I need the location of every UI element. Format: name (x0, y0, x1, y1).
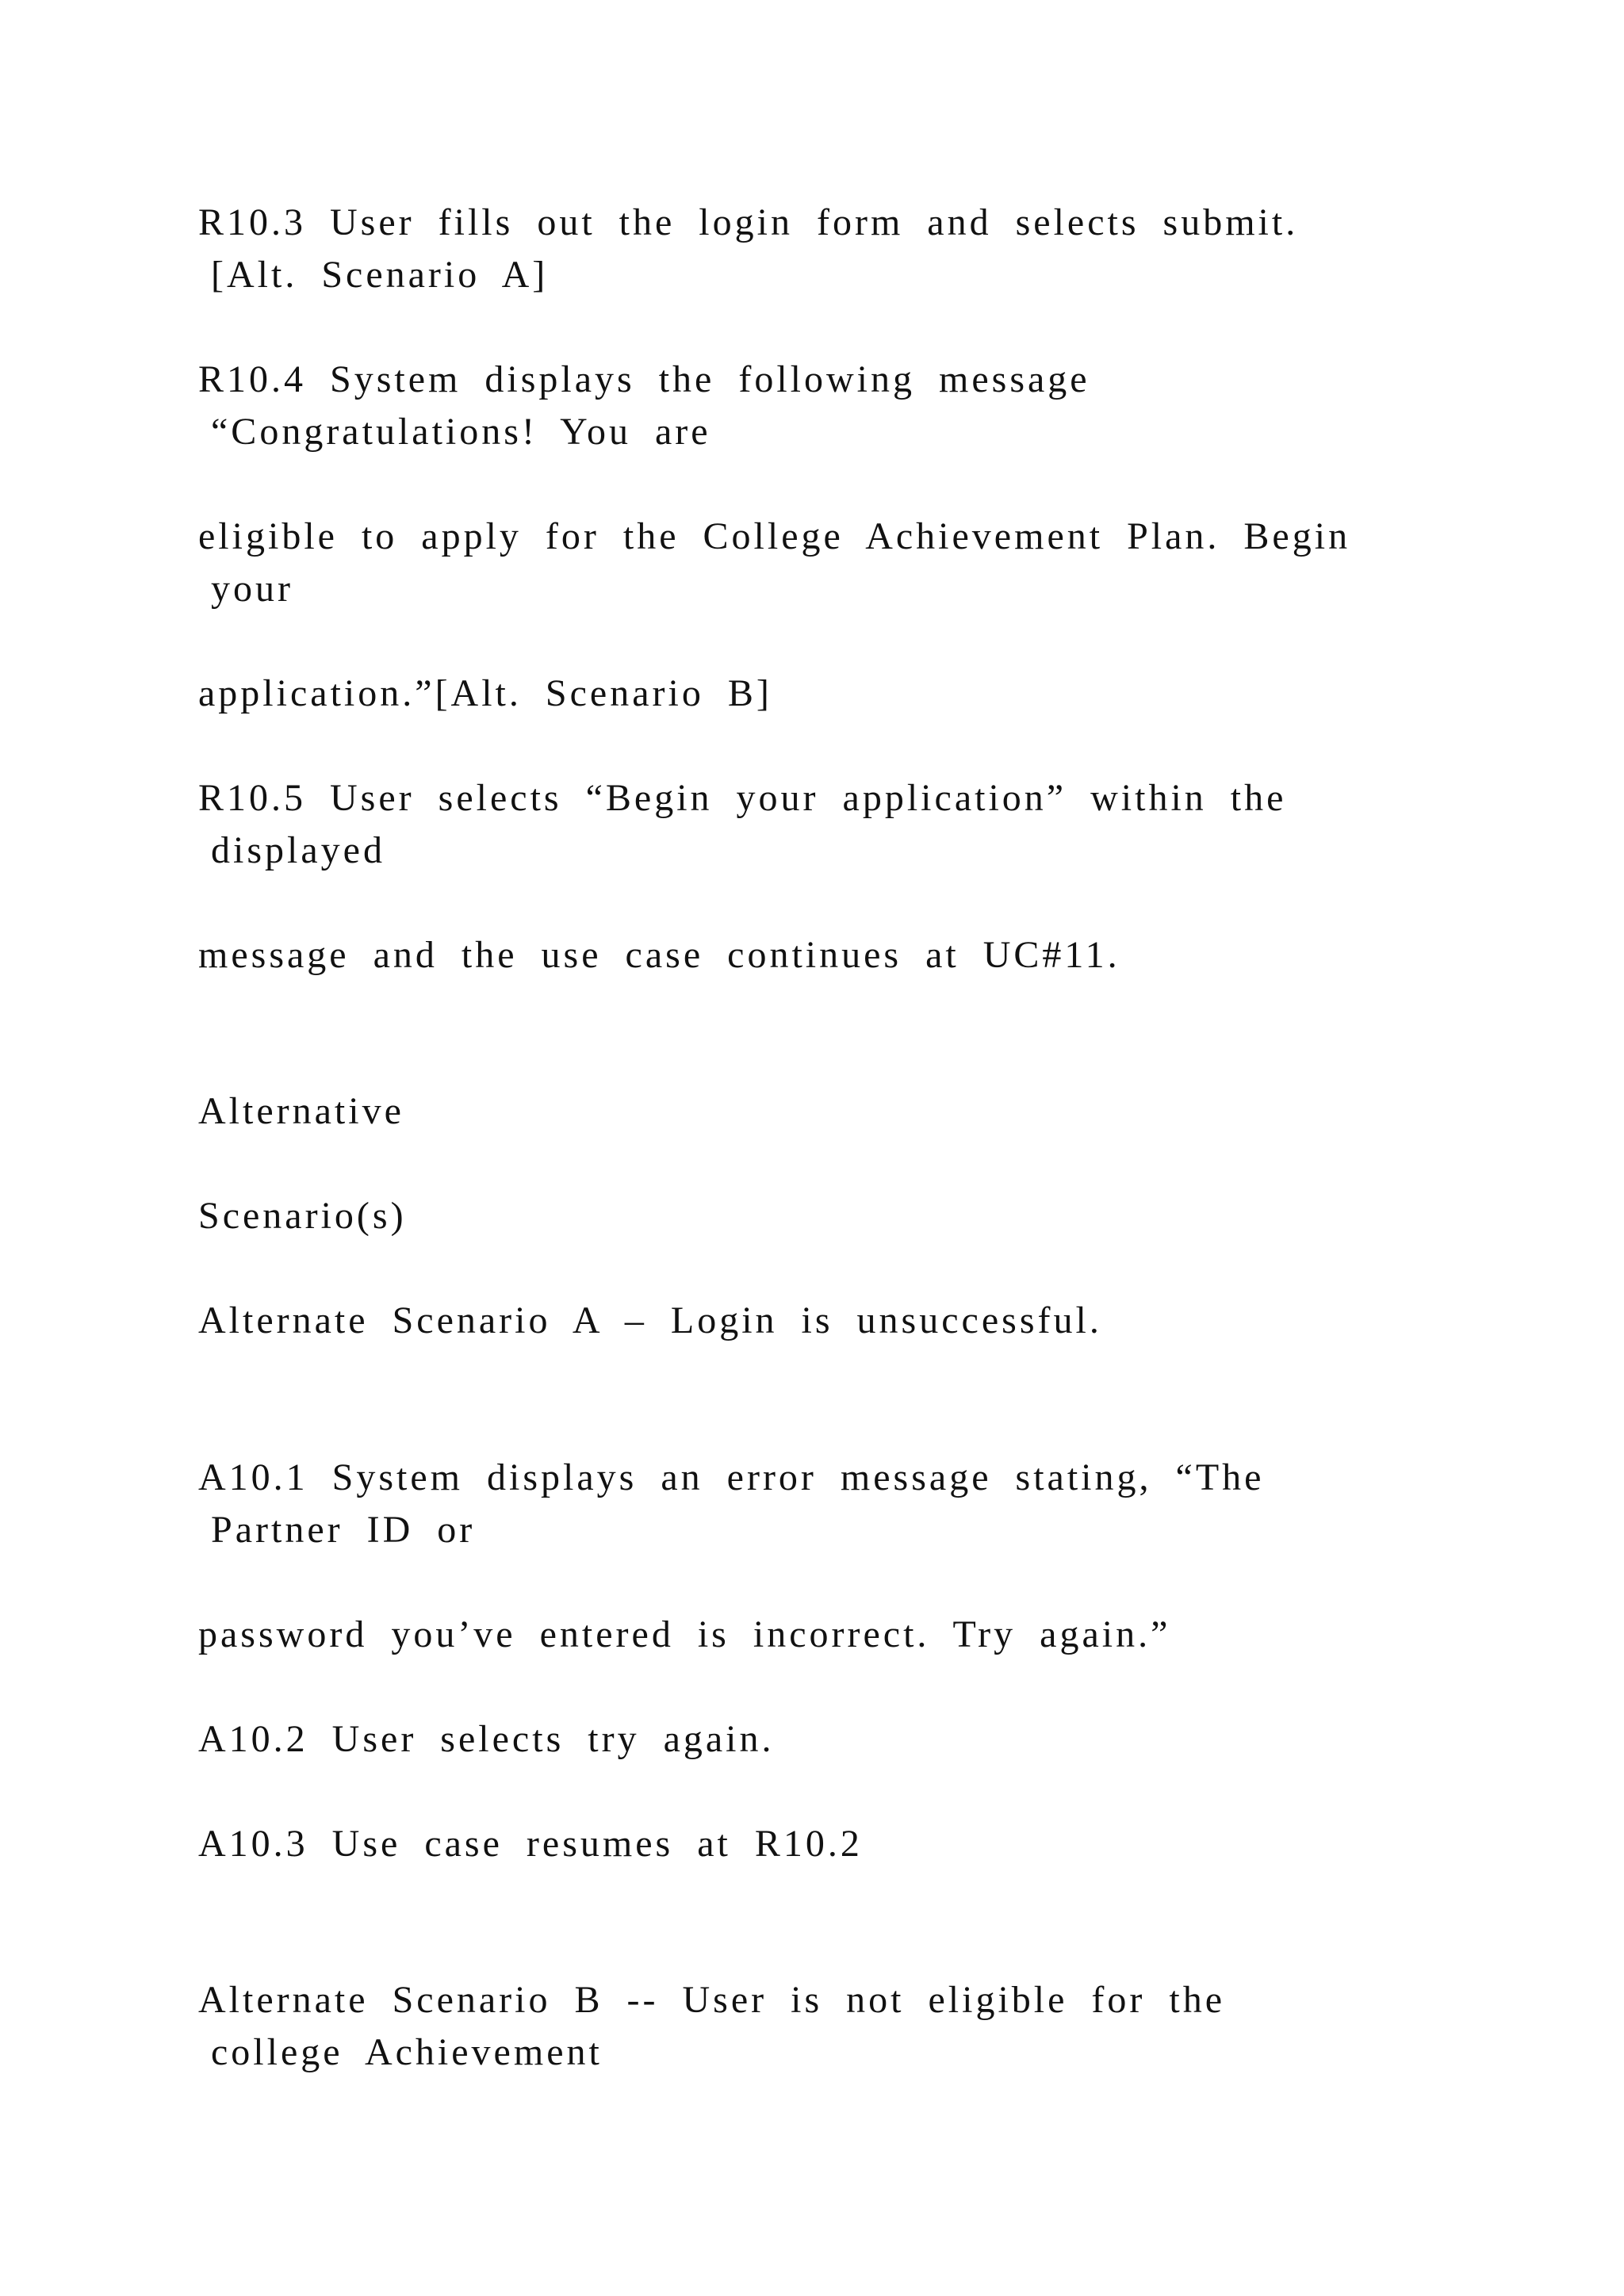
text-line: A10.2 User selects try again. (198, 1718, 775, 1760)
section-heading: Alternative (198, 1090, 404, 1132)
text-line: password you’ve entered is incorrect. Try again.” (198, 1613, 1171, 1655)
section-heading: Scenario(s) (198, 1195, 407, 1237)
text-line: A10.1 System displays an error message stating, “The (198, 1456, 1265, 1498)
text-line: R10.3 User fills out the login form and selects submit. (198, 201, 1299, 243)
text-line: Partner ID or (211, 1509, 476, 1551)
text-line: displayed (211, 829, 385, 871)
text-line: your (211, 568, 293, 610)
text-line: [Alt. Scenario A] (211, 254, 549, 296)
text-line: eligible to apply for the College Achievement Plan. Begin (198, 515, 1351, 557)
text-line: R10.5 User selects “Begin your application” within the (198, 777, 1287, 819)
text-line: college Achievement (211, 2031, 603, 2073)
text-line: message and the use case continues at UC#11. (198, 934, 1120, 976)
text-line: A10.3 Use case resumes at R10.2 (198, 1823, 863, 1865)
text-line: “Congratulations! You are (211, 411, 711, 453)
text-line: application.”[Alt. Scenario B] (198, 672, 772, 714)
text-line: Alternate Scenario A – Login is unsuccessful. (198, 1299, 1102, 1341)
text-line: R10.4 System displays the following message (198, 358, 1090, 400)
text-line: Alternate Scenario B -- User is not eligible for the (198, 1979, 1226, 2021)
